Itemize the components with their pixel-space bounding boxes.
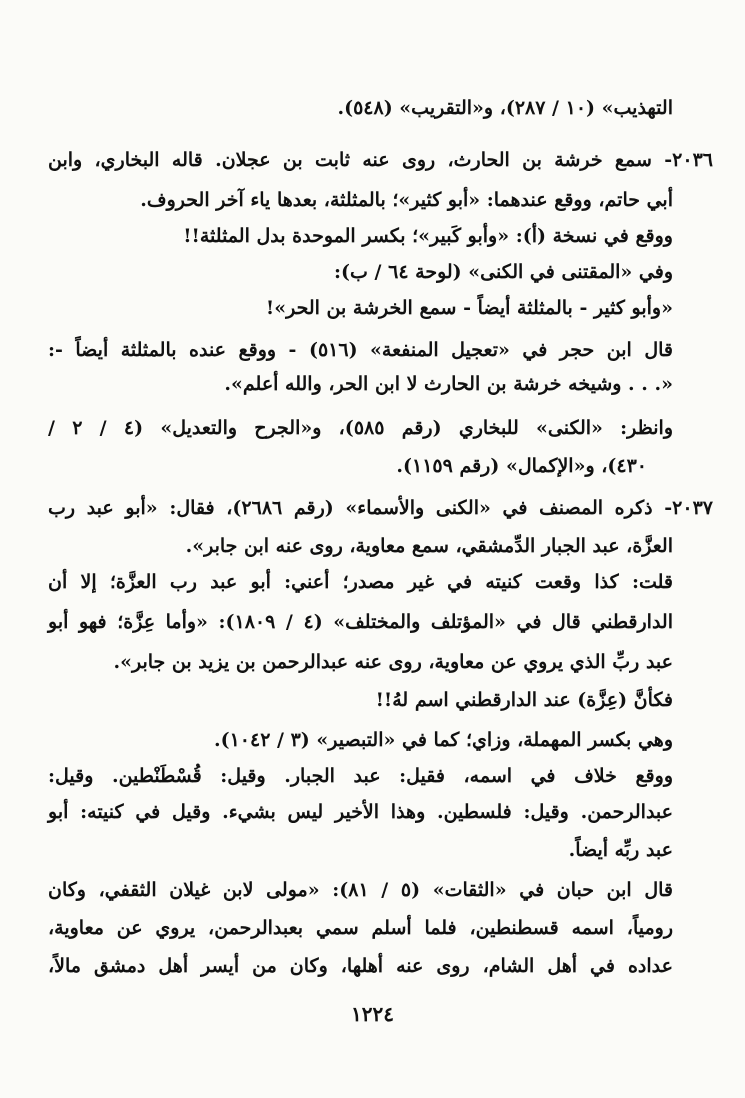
entry-2037-line: ٢٠٣٧- ذكره المصنف في «الكنى والأسماء» (رقم ٢٦٨٦)، فقال: «أبو عبد رب: [48, 497, 713, 519]
text-line: أبي حاتم، ووقع عندهما: «أبو كثير»؛ بالمثلثة، بعدها ياء آخر الحروف.: [140, 189, 673, 211]
text-line: وهي بكسر المهملة، وزاي؛ كما في «التبصير» (٣ / ١٠٤٢).: [213, 729, 673, 751]
text-line: قلت: كذا وقعت كنيته في غير مصدر؛ أعني: أبو عبد رب العزَّة؛ إلا أن: [48, 571, 673, 593]
page-number: ١٢٢٤: [351, 1002, 394, 1026]
text-line: عبد ربِّه أيضاً.: [568, 839, 673, 861]
text-line: عداده في أهل الشام، روى عنه أهلها، وكان من أيسر أهل دمشق مالاً،: [48, 955, 673, 977]
text-line: فكأنَّ (عِزَّة) عند الدارقطني اسم لهُ!!: [375, 689, 673, 711]
text-line: عبدالرحمن. وقيل: فلسطين. وهذا الأخير ليس بشيء. وقيل في كنيته: أبو: [48, 801, 673, 823]
text-line: ووقع في نسخة (أ): «وأبو كَبير»؛ بكسر الموحدة بدل المثلثة!!: [183, 225, 673, 247]
text-line: عبد ربِّ الذي يروي عن معاوية، روى عنه عبدالرحمن بن يزيد بن جابر».: [113, 651, 673, 673]
text-line: التهذيب» (١٠ / ٢٨٧)، و«التقريب» (٥٤٨).: [337, 97, 673, 119]
text-line: قال ابن حبان في «الثقات» (٥ / ٨١): «مولى لابن غيلان الثقفي، وكان: [48, 879, 674, 901]
entry-2036-line: ٢٠٣٦- سمع خرشة بن الحارث، روى عنه ثابت بن عجلان. قاله البخاري، وابن: [48, 149, 713, 171]
text-line: «وأبو كثير - بالمثلثة أيضاً - سمع الخرشة بن الحر»!: [265, 297, 673, 319]
text-line: الدارقطني قال في «المؤتلف والمختلف» (٤ / ١٨٠٩): «وأما عِزَّة؛ فهو أبو: [48, 611, 673, 633]
text-line: ٤٣٠)، و«الإكمال» (رقم ١١٥٩).: [396, 455, 647, 477]
text-line: ووقع خلاف في اسمه، فقيل: عبد الجبار. وقيل: قُسْطَنْطين. وقيل:: [48, 765, 673, 787]
text-line: وانظر: «الكنى» للبخاري (رقم ٥٨٥)، و«الجرح والتعديل» (٤ / ٢ /: [48, 417, 673, 439]
text-line: وفي «المقتنى في الكنى» (لوحة ٦٤ / ب):: [334, 261, 673, 283]
text-line: «. . . وشيخه خرشة بن الحارث لا ابن الحر، والله أعلم».: [224, 373, 673, 395]
text-line: قال ابن حجر في «تعجيل المنفعة» (٥١٦) - ووقع عنده بالمثلثة أيضاً -:: [48, 339, 673, 361]
text-line: رومياً، اسمه قسطنطين، فلما أسلم سمي بعبدالرحمن، يروي عن معاوية،: [48, 917, 673, 939]
text-line: العزَّة، عبد الجبار الدِّمشقي، سمع معاوية، روى عنه ابن جابر».: [185, 535, 673, 557]
